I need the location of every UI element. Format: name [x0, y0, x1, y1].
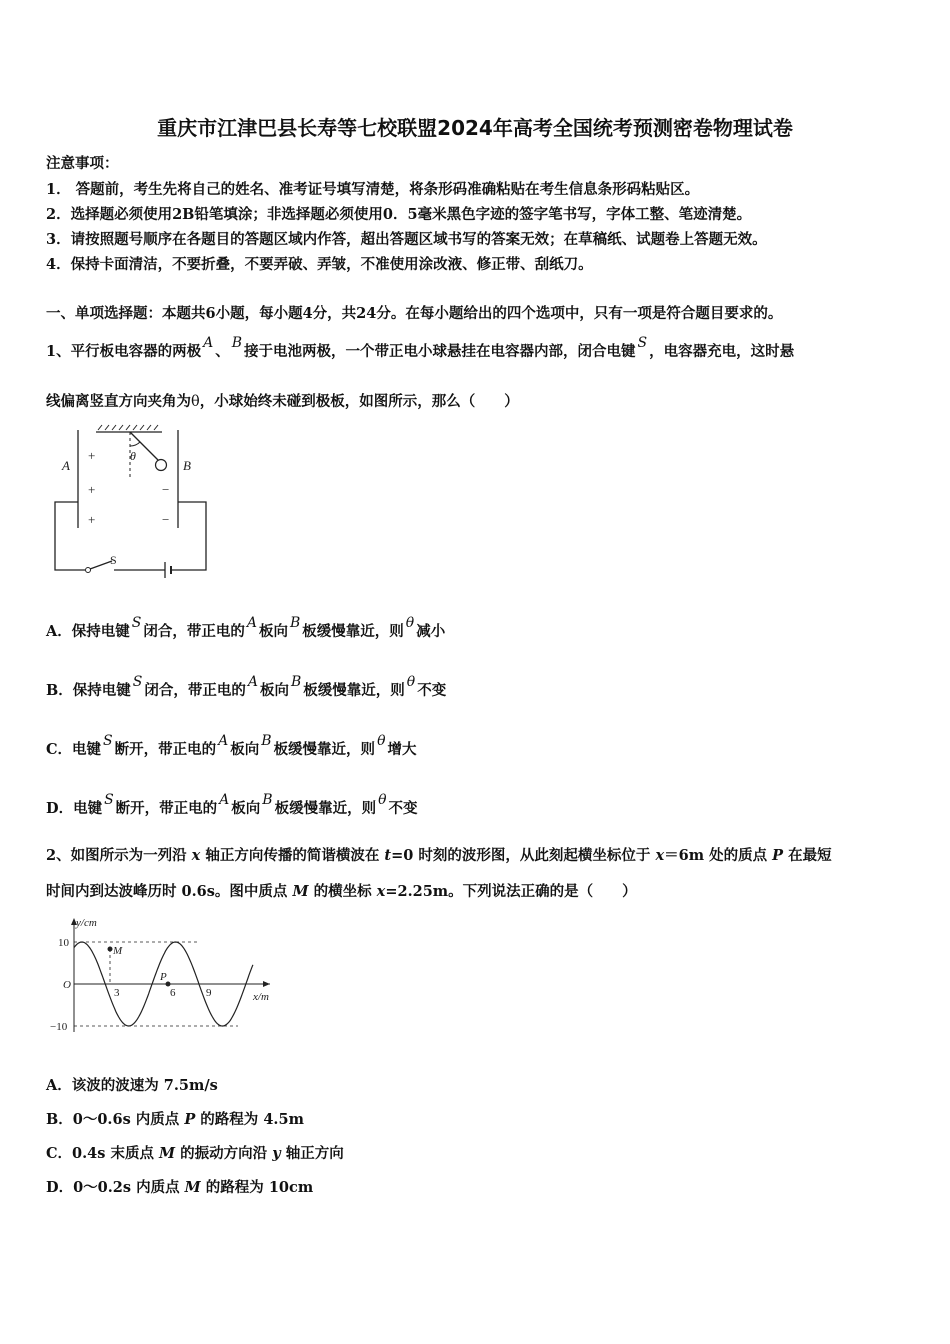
plus-sign: + — [88, 512, 96, 527]
q1-option-d[interactable]: D．电键 S 断开，带正电的 A 板向 B 板缓慢靠近，则 θ 不变 — [46, 792, 418, 817]
notice-item-2: 2．选择题必须使用2B铅笔填涂；非选择题必须使用0．5毫米黑色字迹的签字笔书写，字体工整、笔迹清楚。 — [46, 206, 752, 223]
q2-stem-line2: 时间内到达波峰历时 0.6s。图中质点 M 的横坐标 x=2.25m。下列说法正确的是（ ） — [46, 883, 637, 900]
q1-option-b[interactable]: B．保持电键 S 闭合，带正电的 A 板向 B 板缓慢靠近，则 θ 不变 — [46, 674, 447, 699]
q1-option-c[interactable]: C．电键 S 断开，带正电的 A 板向 B 板缓慢靠近，则 θ 增大 — [46, 733, 417, 758]
q2-option-a[interactable]: A．该波的波速为 7.5m/s — [46, 1077, 218, 1094]
capacitor-figure — [50, 420, 220, 580]
notice-heading: 注意事项： — [46, 155, 119, 172]
origin-label: O — [63, 979, 71, 991]
m-label: M — [113, 945, 123, 957]
section-heading: 一、单项选择题：本题共6小题，每小题4分，共24分。在每小题给出的四个选项中，只有一项是符合题目要求的。 — [46, 305, 783, 322]
point-m — [108, 947, 113, 952]
minus-sign: − — [162, 482, 170, 497]
q2-option-d[interactable]: D．0～0.2s 内质点 M 的路程为 10cm — [46, 1179, 314, 1196]
q2-stem-line1: 2、如图所示为一列沿 x 轴正方向传播的简谐横波在 t=0 时刻的波形图，从此刻起横坐标位于 x＝6m 处的质点 P 在最短 — [46, 847, 832, 864]
x-axis-label: x/m — [253, 991, 269, 1003]
q1-stem-line2: 线偏离竖直方向夹角为θ，小球始终未碰到极板，如图所示，那么（ ） — [46, 393, 519, 410]
x-tick-3: 3 — [114, 987, 120, 999]
q2-option-b[interactable]: B．0～0.6s 内质点 P 的路程为 4.5m — [46, 1111, 304, 1128]
theta-label: θ — [130, 449, 136, 463]
y-tick-10: 10 — [58, 937, 69, 949]
plate-b-label: B — [183, 458, 191, 473]
plus-sign: + — [88, 482, 96, 497]
notice-item-4: 4．保持卡面清洁，不要折叠，不要弄破、弄皱，不准使用涂改液、修正带、刮纸刀。 — [46, 256, 593, 273]
plus-sign: + — [88, 448, 96, 463]
x-tick-6: 6 — [170, 987, 176, 999]
plate-a-label: A — [62, 458, 70, 473]
notice-item-3: 3．请按照题号顺序在各题目的答题区域内作答，超出答题区域书写的答案无效；在草稿纸、试题卷上答题无效。 — [46, 231, 767, 248]
minus-sign: − — [162, 512, 170, 527]
q1-option-a[interactable]: A．保持电键 S 闭合，带正电的 A 板向 B 板缓慢靠近，则 θ 减小 — [46, 615, 446, 640]
wave-figure — [48, 912, 280, 1042]
notice-item-1: 1． 答题前，考生先将自己的姓名、准考证号填写清楚，将条形码准确粘贴在考生信息条形码粘贴区。 — [46, 181, 700, 198]
switch-s-label: S — [110, 553, 117, 567]
p-label: P — [160, 971, 167, 983]
y-tick-neg10: −10 — [50, 1021, 68, 1033]
q1-stem-line1: 1、平行板电容器的两极 A 、 B 接于电池两极，一个带正电小球悬挂在电容器内部，闭合电键 S ，电容器充电，这时悬 — [46, 335, 795, 360]
y-axis-label: y/cm — [76, 917, 97, 929]
x-tick-9: 9 — [206, 987, 212, 999]
q2-option-c[interactable]: C．0.4s 末质点 M 的振动方向沿 y 轴正方向 — [46, 1145, 344, 1162]
page-title: 重庆市江津巴县长寿等七校联盟2024年高考全国统考预测密卷物理试卷 — [157, 116, 793, 140]
